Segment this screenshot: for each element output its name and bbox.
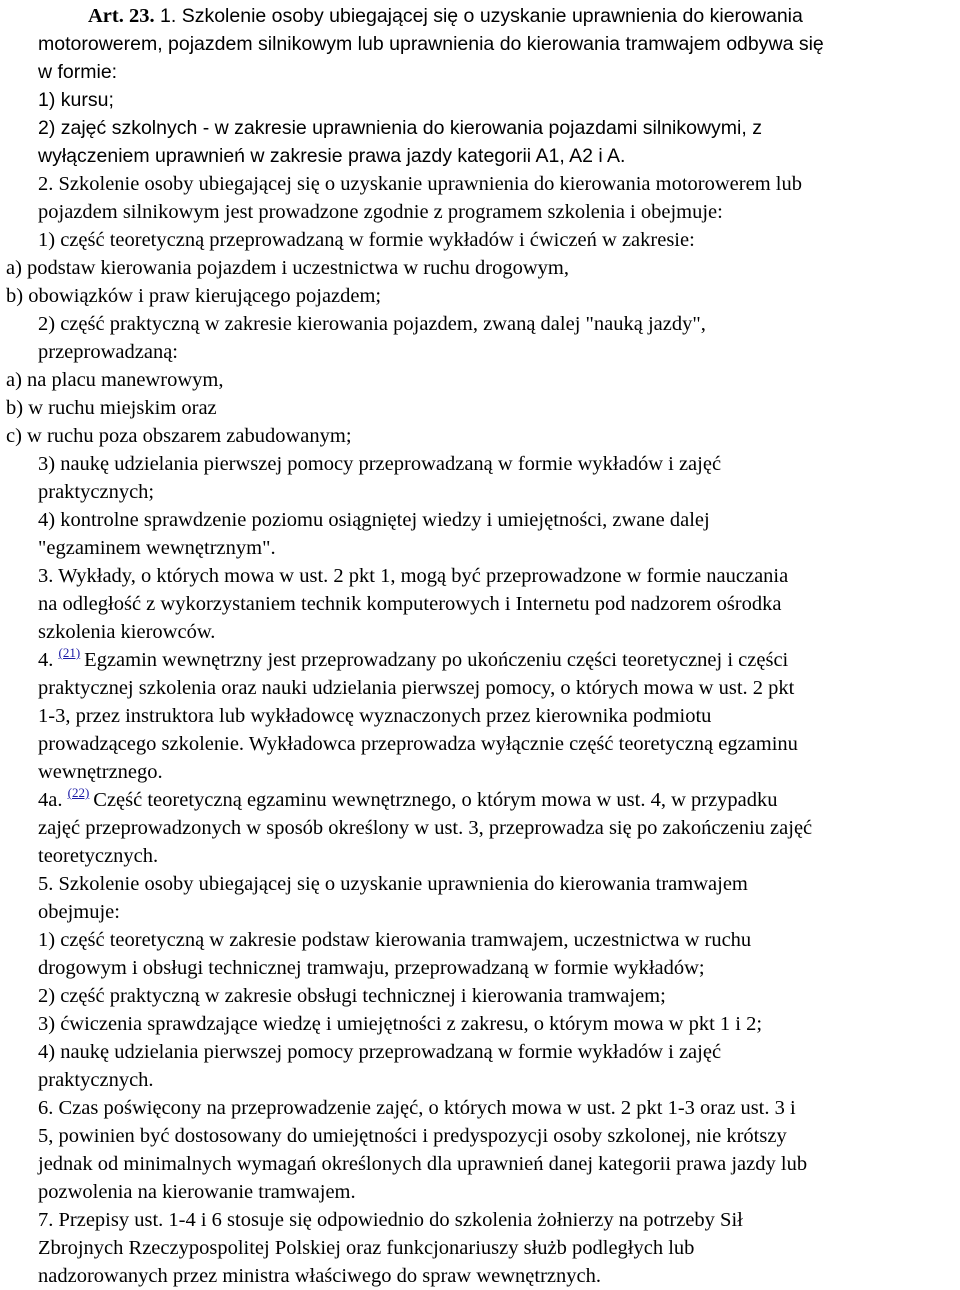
- paragraph-5-item-3: 3) ćwiczenia sprawdzające wiedzę i umiejętności z zakresu, o którym mowa w pkt 1 i 2;: [38, 1013, 763, 1035]
- footnote-link-22[interactable]: (22): [67, 785, 90, 800]
- paragraph-5-item-2: 2) część praktyczną w zakresie obsługi technicznej i kierowania tramwajem;: [38, 985, 666, 1007]
- paragraph-5-item-4: 4) naukę udzielania pierwszej pomocy przeprowadzaną w formie wykładów i zajęć: [38, 1041, 722, 1063]
- paragraph-6-line-1: 6. Czas poświęcony na przeprowadzenie zajęć, o których mowa w ust. 2 pkt 1-3 oraz ust. 3 i: [38, 1097, 796, 1119]
- paragraph-1-item-2-cont: wyłączeniem uprawnień w zakresie prawa jazdy kategorii A1, A2 i A.: [38, 145, 626, 167]
- paragraph-7-line-3: nadzorowanych przez ministra właściwego do spraw wewnętrznych.: [38, 1265, 601, 1287]
- paragraph-6-line-2: 5, powinien być dostosowany do umiejętności i predyspozycji osoby szkolonej, nie krótszy: [38, 1125, 787, 1147]
- paragraph-2-item-4-cont: "egzaminem wewnętrznym".: [38, 537, 276, 559]
- paragraph-2-line-2: pojazdem silnikowym jest prowadzone zgodnie z programem szkolenia i obejmuje:: [38, 201, 723, 223]
- paragraph-5-item-4-cont: praktycznych.: [38, 1069, 154, 1091]
- paragraph-2-item-1b: b) obowiązków i praw kierującego pojazdem;: [6, 285, 382, 307]
- paragraph-7-line-2: Zbrojnych Rzeczypospolitej Polskiej oraz funkcjonariuszy służb podległych lub: [38, 1237, 695, 1259]
- paragraph-4a-line-2: zajęć przeprowadzonych w sposób określony w ust. 3, przeprowadza się po zakończeniu zajęć: [38, 817, 813, 839]
- paragraph-1-item-2: 2) zajęć szkolnych - w zakresie uprawnienia do kierowania pojazdami silnikowymi, z: [38, 117, 762, 139]
- paragraph-1-line-2: motorowerem, pojazdem silnikowym lub uprawnienia do kierowania tramwajem odbywa się: [38, 33, 824, 55]
- paragraph-1-line-1: 1. Szkolenie osoby ubiegającej się o uzyskanie uprawnienia do kierowania: [154, 5, 803, 27]
- paragraph-4a-number: 4a.: [38, 789, 63, 811]
- paragraph-2-item-2c: c) w ruchu poza obszarem zabudowanym;: [6, 425, 352, 447]
- paragraph-2-item-1: 1) część teoretyczną przeprowadzaną w formie wykładów i ćwiczeń w zakresie:: [38, 229, 695, 251]
- paragraph-3-line-3: szkolenia kierowców.: [38, 621, 216, 643]
- paragraph-2-item-4: 4) kontrolne sprawdzenie poziomu osiągniętej wiedzy i umiejętności, zwane dalej: [38, 509, 710, 531]
- paragraph-7-line-1: 7. Przepisy ust. 1-4 i 6 stosuje się odpowiednio do szkolenia żołnierzy na potrzeby Sił: [38, 1209, 743, 1231]
- paragraph-6-line-4: pozwolenia na kierowanie tramwajem.: [38, 1181, 356, 1203]
- paragraph-3-line-1: 3. Wykłady, o których mowa w ust. 2 pkt 1, mogą być przeprowadzone w formie nauczania: [38, 565, 789, 587]
- paragraph-5-line-2: obejmuje:: [38, 901, 120, 923]
- paragraph-2-item-2a: a) na placu manewrowym,: [6, 369, 224, 391]
- paragraph-4-line-2: praktycznej szkolenia oraz nauki udzielania pierwszej pomocy, o których mowa w ust. 2 pkt: [38, 677, 795, 699]
- paragraph-5-item-1: 1) część teoretyczną w zakresie podstaw kierowania tramwajem, uczestnictwa w ruchu: [38, 929, 752, 951]
- paragraph-4-line-3: 1-3, przez instruktora lub wykładowcę wyznaczonych przez kierownika podmiotu: [38, 705, 712, 727]
- paragraph-2-item-2b: b) w ruchu miejskim oraz: [6, 397, 217, 419]
- paragraph-3-line-2: na odległość z wykorzystaniem technik komputerowych i Internetu pod nadzorem ośrodka: [38, 593, 782, 615]
- paragraph-2-line-1: 2. Szkolenie osoby ubiegającej się o uzyskanie uprawnienia do kierowania motorowerem lub: [38, 173, 802, 195]
- paragraph-4-line-1: [38, 646, 788, 674]
- paragraph-6-line-3: jednak od minimalnych wymagań określonych dla uprawnień danej kategorii prawa jazdy lub: [38, 1153, 808, 1175]
- paragraph-4a-line-3: teoretycznych.: [38, 845, 159, 867]
- paragraph-4-line-4: prowadzącego szkolenie. Wykładowca przeprowadza wyłącznie część teoretyczną egzaminu: [38, 733, 798, 755]
- paragraph-5-line-1: 5. Szkolenie osoby ubiegającej się o uzyskanie uprawnienia do kierowania tramwajem: [38, 873, 748, 895]
- paragraph-2-item-2-cont: przeprowadzaną:: [38, 341, 178, 363]
- paragraph-4a-text-1: Część teoretyczną egzaminu wewnętrznego, o którym mowa w ust. 4, w przypadku: [93, 789, 778, 811]
- paragraph-5-item-1-cont: drogowym i obsługi technicznej tramwaju, przeprowadzaną w formie wykładów;: [38, 957, 705, 979]
- paragraph-4-line-5: wewnętrznego.: [38, 761, 163, 783]
- paragraph-2-item-1a: a) podstaw kierowania pojazdem i uczestnictwa w ruchu drogowym,: [6, 257, 569, 279]
- paragraph-4-number: 4.: [38, 649, 54, 671]
- paragraph-1-item-1: 1) kursu;: [38, 89, 114, 111]
- paragraph-2-item-3: 3) naukę udzielania pierwszej pomocy przeprowadzaną w formie wykładów i zajęć: [38, 453, 722, 475]
- paragraph-2-item-2: 2) część praktyczną w zakresie kierowania pojazdem, zwaną dalej "nauką jazdy",: [38, 313, 706, 335]
- article-heading-line: [88, 2, 803, 30]
- footnote-link-21[interactable]: (21): [58, 645, 81, 660]
- article-label: Art. 23.: [88, 5, 155, 27]
- paragraph-4-text-1: Egzamin wewnętrzny jest przeprowadzany po ukończeniu części teoretycznej i części: [84, 649, 789, 671]
- paragraph-1-line-3: w formie:: [38, 61, 118, 83]
- paragraph-2-item-3-cont: praktycznych;: [38, 481, 155, 503]
- paragraph-4a-line-1: [38, 786, 778, 814]
